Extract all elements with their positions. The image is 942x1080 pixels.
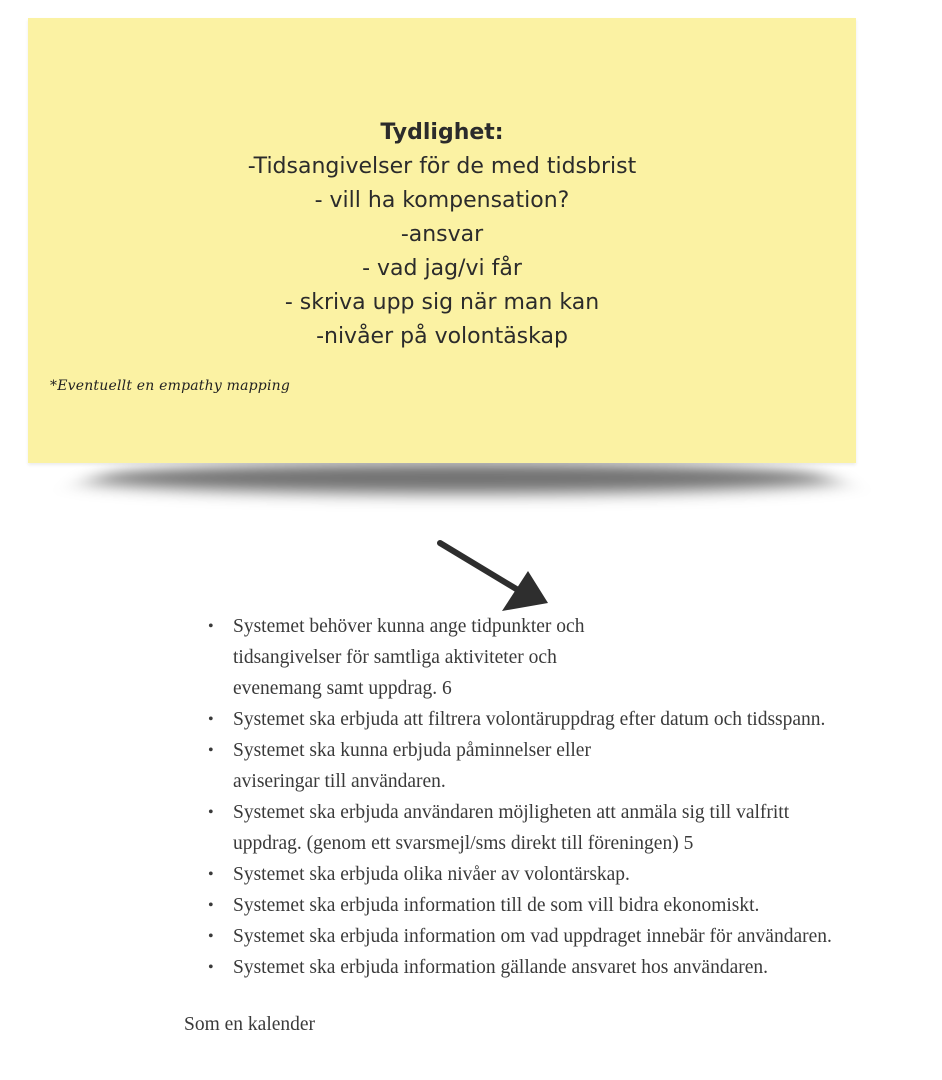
sticky-note-line: -ansvar: [400, 222, 484, 247]
list-item-line: aviseringar till användaren.: [233, 771, 446, 792]
sticky-note-line: - vad jag/vi får: [362, 256, 522, 281]
list-item: [206, 952, 926, 983]
list-item: [206, 797, 926, 859]
list-item-line: • Systemet ska erbjuda information gällande ansvaret hos användaren.: [233, 957, 768, 978]
list-item-line: • Systemet ska erbjuda olika nivåer av volontärskap.: [233, 864, 630, 885]
list-item-line: • Systemet ska erbjuda information till de som vill bidra ekonomiskt.: [233, 895, 760, 916]
list-item-line: • Systemet ska erbjuda information om vad uppdraget innebär för användaren.: [233, 926, 832, 947]
list-item-line: evenemang samt uppdrag. 6: [233, 678, 452, 699]
sticky-note-footnote: *Eventuellt en empathy mapping: [50, 378, 291, 394]
sticky-note-line: - vill ha kompensation?: [314, 188, 570, 213]
sticky-note-content: [28, 116, 856, 354]
requirements-list: [206, 611, 926, 983]
list-item-line: • Systemet ska erbjuda att filtrera volontäruppdrag efter datum och tidsspann.: [233, 709, 826, 730]
list-item-line: • Systemet behöver kunna ange tidpunkter och: [233, 616, 585, 637]
list-item: [206, 859, 926, 890]
list-item-line: • Systemet ska erbjuda användaren möjligheten att anmäla sig till valfritt: [233, 802, 790, 823]
list-item: [206, 735, 926, 797]
sticky-note-shadow: [71, 464, 853, 494]
sticky-note[interactable]: [28, 18, 856, 463]
list-item-line: tidsangivelser för samtliga aktiviteter och: [233, 647, 557, 668]
sticky-note-body: [28, 18, 856, 463]
list-item: [206, 921, 926, 952]
list-item: [206, 611, 926, 704]
list-item-line: uppdrag. (genom ett svarsmejl/sms direkt till föreningen) 5: [233, 833, 694, 854]
list-item: [206, 890, 926, 921]
arrow-down-right-icon[interactable]: [430, 535, 560, 620]
sticky-note-line: -nivåer på volontäskap: [316, 324, 568, 349]
sticky-note-line: -Tidsangivelser för de med tidsbrist: [247, 154, 637, 179]
sticky-note-title: Tydlighet:: [380, 120, 504, 145]
list-item: [206, 704, 926, 735]
list-item-line: • Systemet ska kunna erbjuda påminnelser eller: [233, 740, 591, 761]
sticky-note-line: - skriva upp sig när man kan: [284, 290, 600, 315]
footer-text: Som en kalender: [184, 1014, 316, 1035]
